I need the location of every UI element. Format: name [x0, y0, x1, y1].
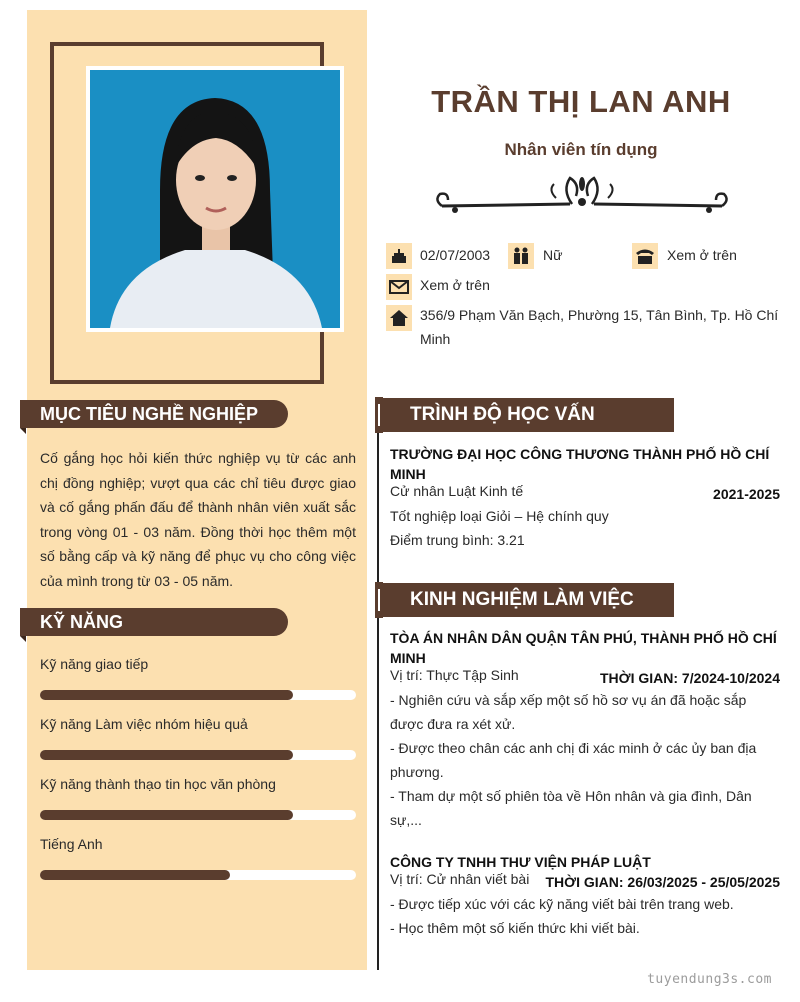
duty-item: - Nghiên cứu và sắp xếp một số hồ sơ vụ án đã hoặc sắp được đưa ra xét xử. [390, 692, 747, 732]
objective-heading: MỤC TIÊU NGHỀ NGHIỆP [20, 400, 288, 428]
skill-label: Kỹ năng Làm việc nhóm hiệu quả [40, 716, 248, 732]
duty-item: - Được tiếp xúc với các kỹ năng viết bài trên trang web. [390, 896, 734, 912]
position: Vị trí: Thực Tập Sinh [390, 667, 519, 683]
education-period: 2021-2025 [713, 486, 780, 502]
skill-bar-fill [40, 690, 293, 700]
position: Vị trí: Cử nhân viết bài [390, 871, 530, 887]
grade: Tốt nghiệp loại Giỏi – Hệ chính quy [390, 508, 609, 524]
cake-icon [386, 243, 412, 269]
address: 356/9 Phạm Văn Bạch, Phường 15, Tân Bình, Tp. Hồ Chí Minh [420, 307, 779, 347]
skill-bar [40, 750, 356, 760]
ornament-divider-icon [430, 170, 734, 220]
degree: Cử nhân Luật Kinh tế [390, 483, 524, 499]
skill-bar-fill [40, 870, 230, 880]
company-name: TÒA ÁN NHÂN DÂN QUẬN TÂN PHÚ, THÀNH PHỐ HỒ CHÍ MINH [390, 630, 777, 666]
profile-photo [86, 66, 344, 332]
phone-icon [632, 243, 658, 269]
duty-item: - Học thêm một số kiến thức khi viết bài. [390, 920, 640, 936]
work-period: THỜI GIAN: 26/03/2025 - 25/05/2025 [545, 874, 780, 890]
skill-bar-fill [40, 750, 293, 760]
phone: Xem ở trên [667, 247, 737, 263]
home-icon [386, 305, 412, 331]
skill-label: Tiếng Anh [40, 836, 103, 852]
experience-heading: KINH NGHIỆM LÀM VIỆC [380, 583, 674, 617]
gender-icon [508, 243, 534, 269]
skill-bar [40, 870, 356, 880]
school-name: TRƯỜNG ĐẠI HỌC CÔNG THƯƠNG THÀNH PHỐ HỒ CHÍ MINH [390, 446, 770, 482]
email: Xem ở trên [420, 277, 490, 293]
email-icon [386, 274, 412, 300]
duty-item: - Tham dự một số phiên tòa về Hôn nhân và gia đình, Dân sự,... [390, 788, 752, 828]
gpa: Điểm trung bình: 3.21 [390, 532, 525, 548]
timeline-divider [377, 400, 379, 970]
job-title: Nhân viên tín dụng [504, 140, 658, 159]
skill-label: Kỹ năng giao tiếp [40, 656, 149, 672]
gender: Nữ [543, 247, 563, 263]
skill-bar [40, 690, 356, 700]
candidate-name: TRẦN THỊ LAN ANH [431, 84, 731, 119]
work-period: THỜI GIAN: 7/2024-10/2024 [599, 670, 780, 686]
company-name: CÔNG TY TNHH THƯ VIỆN PHÁP LUẬT [390, 854, 651, 870]
education-heading: TRÌNH ĐỘ HỌC VẤN [380, 398, 674, 432]
skills-heading: KỸ NĂNG [20, 608, 288, 636]
skill-bar-fill [40, 810, 293, 820]
skill-bar [40, 810, 356, 820]
objective-text: Cố gắng học hỏi kiến thức nghiệp vụ từ các anh chị đồng nghiệp; vượt qua các chỉ tiêu được giao và cố gắng phấn đấu để thành nhân viên xuất sắc trong vòng 01 - 03 năm. Đồng thời học thêm một số bằng cấp và kỹ năng để phục vụ cho công việc của mình trong từ 03 - 05 năm. [40, 450, 356, 589]
duty-item: - Được theo chân các anh chị đi xác minh ở các ủy ban địa phương. [390, 740, 757, 780]
birthday: 02/07/2003 [420, 247, 491, 263]
skill-label: Kỹ năng thành thạo tin học văn phòng [40, 776, 276, 792]
watermark: tuyendung3s.com [647, 972, 772, 987]
